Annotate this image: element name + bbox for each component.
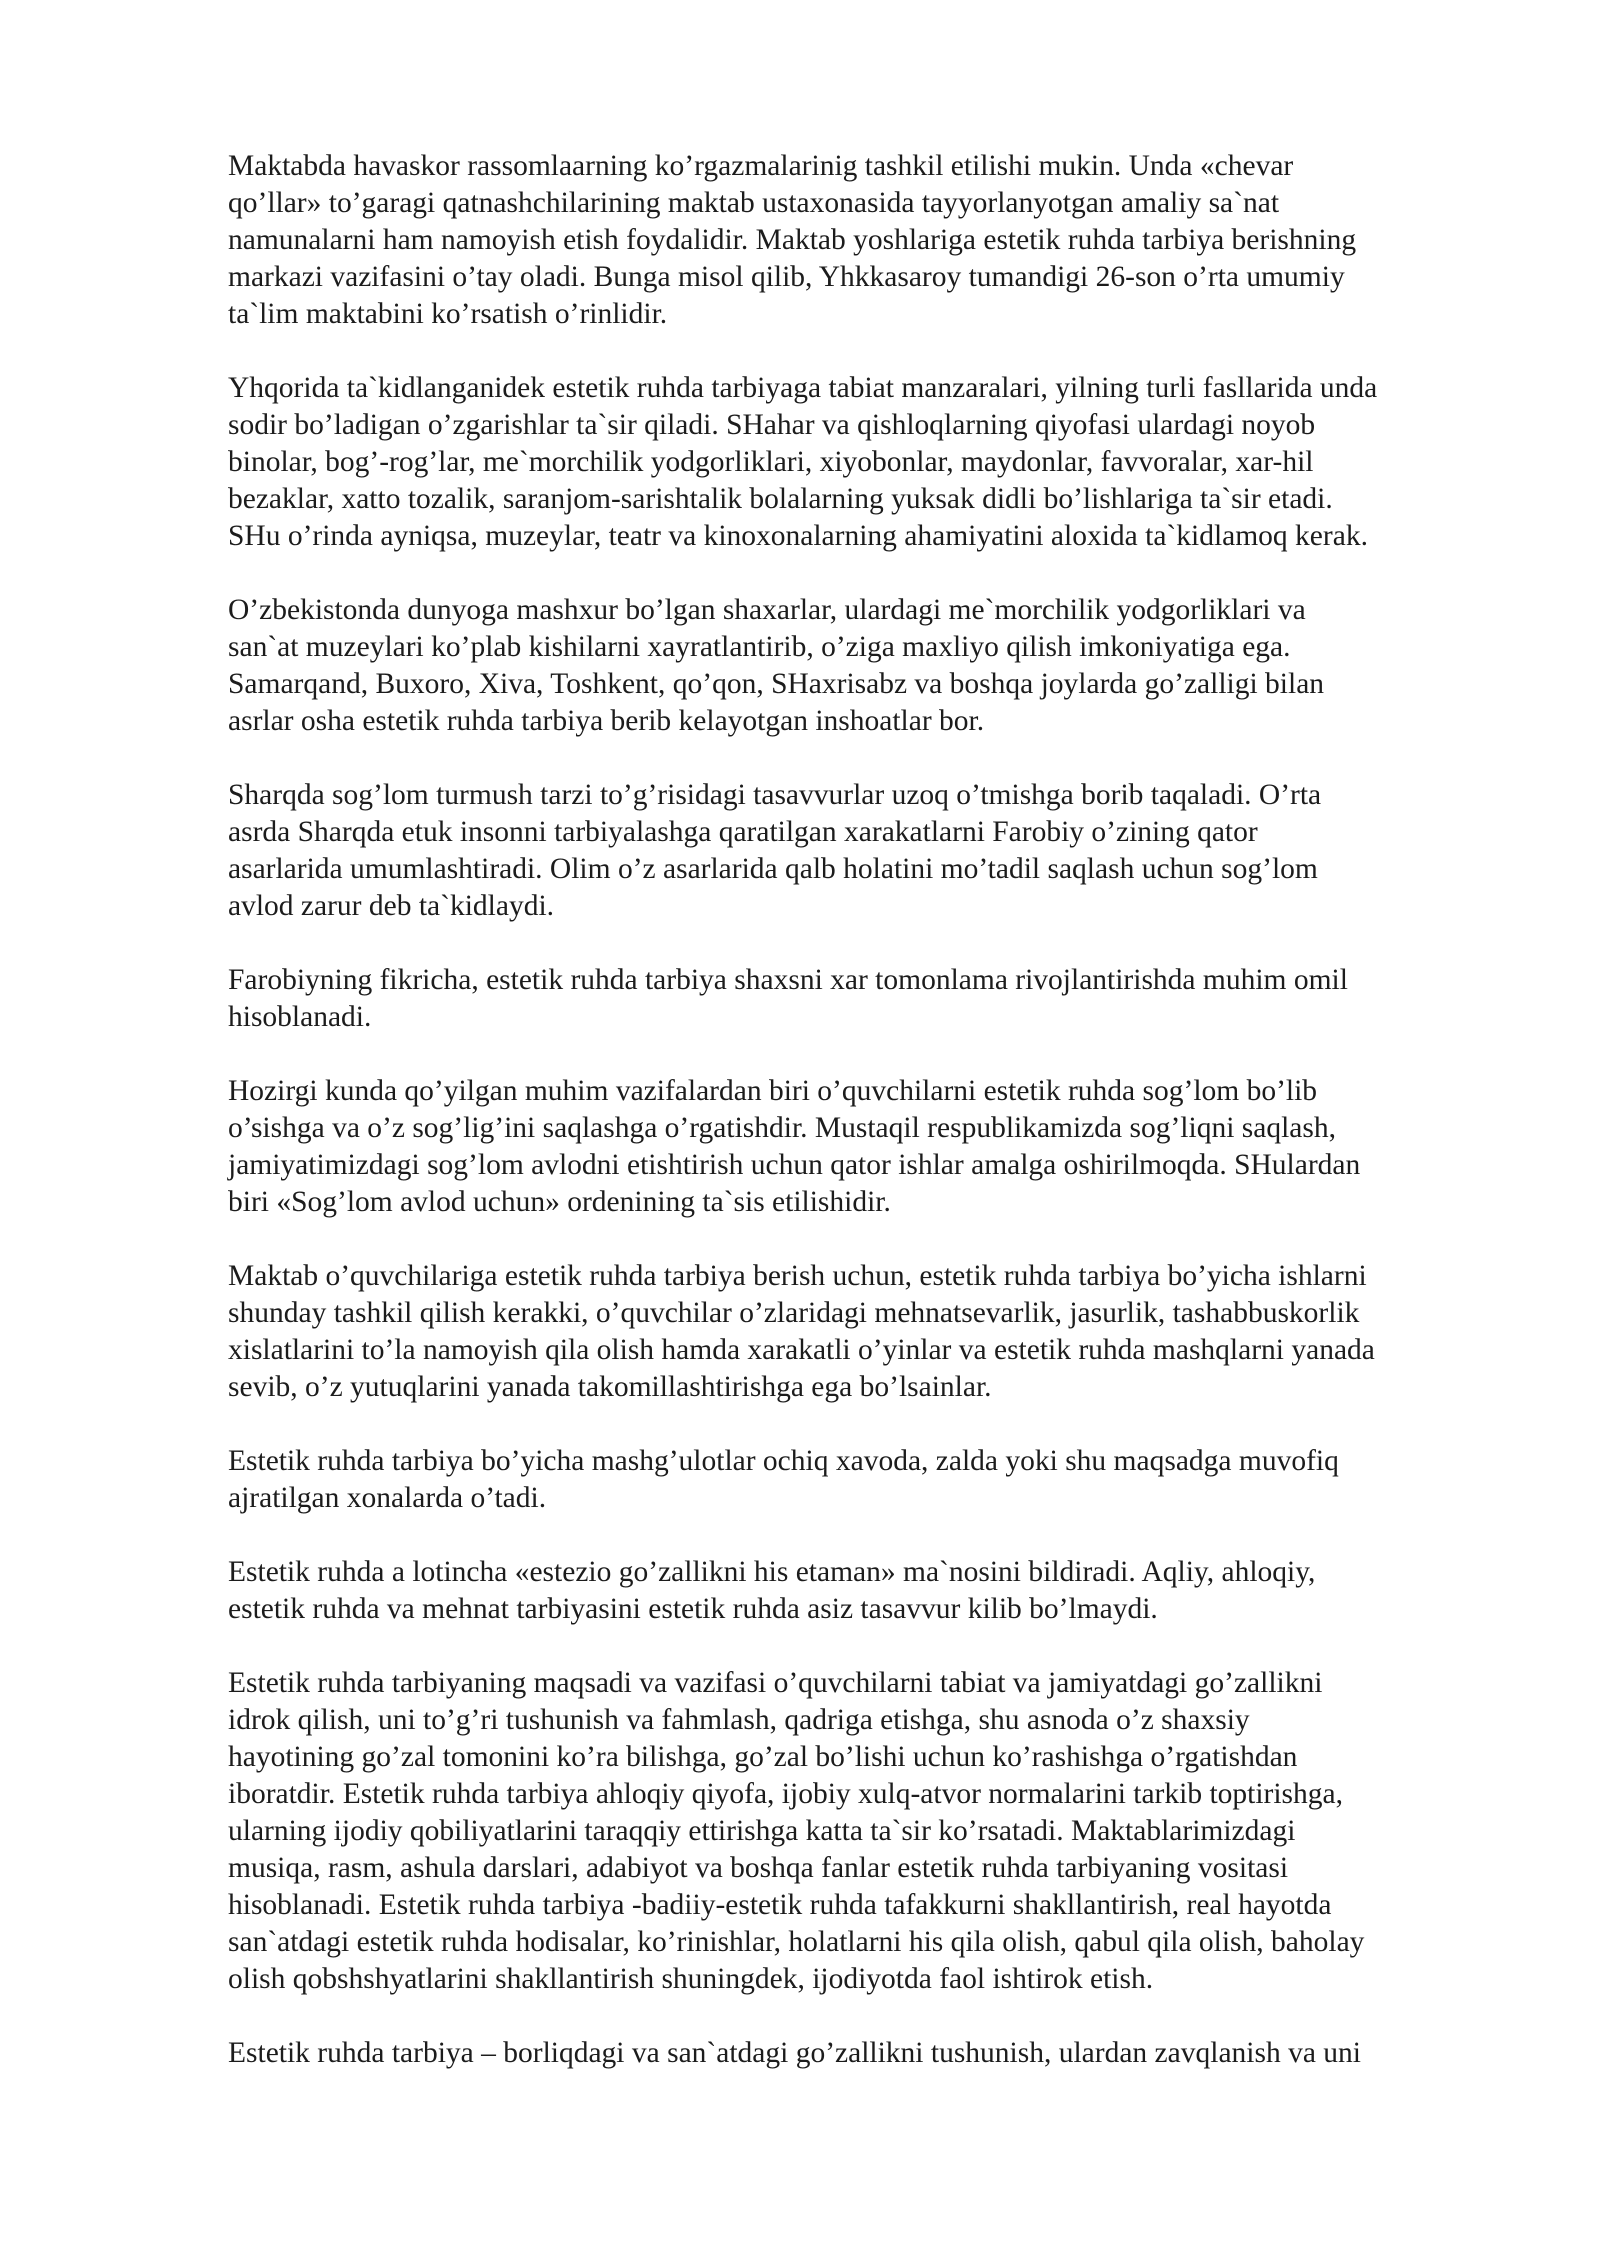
- text-line: iboratdir. Estetik ruhda tarbiya ahloqiy qiyofa, ijobiy xulq-atvor normalarini tarkib toptirishga,: [228, 1778, 1344, 1810]
- text-line: Maktab o’quvchilariga estetik ruhda tarbiya berish uchun, estetik ruhda tarbiya bo’yicha ishlarni: [228, 1260, 1367, 1292]
- paragraph: [228, 1665, 1518, 1998]
- text-line: jamiyatimizdagi sog’lom avlodni etishtirish uchun qator ishlar amalga oshirilmoqda. SHulardan: [228, 1149, 1361, 1181]
- text-line: olish qobshshyatlarini shakllantirish shuningdek, ijodiyotda faol ishtirok etish.: [228, 1963, 1154, 1995]
- text-line: musiqa, rasm, ashula darslari, adabiyot va boshqa fanlar estetik ruhda tarbiyaning vositasi: [228, 1852, 1289, 1884]
- text-line: Estetik ruhda tarbiya – borliqdagi va san`atdagi go’zallikni tushunish, ulardan zavqlanish va uni: [228, 2037, 1361, 2069]
- text-line: asarlarida umumlashtiradi. Olim o’z asarlarida qalb holatini mo’tadil saqlash uchun sog’lom: [228, 853, 1318, 885]
- paragraph: [228, 1073, 1518, 1221]
- text-line: sodir bo’ladigan o’zgarishlar ta`sir qiladi. SHahar va qishloqlarning qiyofasi ulardagi noyob: [228, 409, 1316, 441]
- text-line: idrok qilish, uni to’g’ri tushunish va fahmlash, qadriga etishga, shu asnoda o’z shaxsiy: [228, 1704, 1250, 1736]
- text-line: biri «Sog’lom avlod uchun» ordenining ta`sis etilishidir.: [228, 1186, 891, 1218]
- paragraph: [228, 370, 1518, 555]
- paragraph: [228, 2035, 1518, 2072]
- text-line: sevib, o’z yutuqlarini yanada takomillashtirishga ega bo’lsainlar.: [228, 1371, 992, 1403]
- text-line: san`atdagi estetik ruhda hodisalar, ko’rinishlar, holatlarni his qila olish, qabul qila olish, baholay: [228, 1926, 1365, 1958]
- paragraph: [228, 148, 1518, 333]
- text-line: Estetik ruhda a lotincha «estezio go’zallikni his etaman» ma`nosini bildiradi. Aqliy, ahloqiy,: [228, 1556, 1316, 1588]
- text-line: ajratilgan xonalarda o’tadi.: [228, 1482, 547, 1514]
- text-line: ularning ijodiy qobiliyatlarini taraqqiy ettirishga katta ta`sir ko’rsatadi. Maktablarimizdagi: [228, 1815, 1296, 1847]
- text-line: hisoblanadi. Estetik ruhda tarbiya -badiiy-estetik ruhda tafakkurni shakllantirish, real hayotda: [228, 1889, 1332, 1921]
- text-line: Yhqorida ta`kidlanganidek estetik ruhda tarbiyaga tabiat manzaralari, yilning turli fasllarida unda: [228, 372, 1378, 404]
- text-line: estetik ruhda va mehnat tarbiyasini estetik ruhda asiz tasavvur kilib bo’lmaydi.: [228, 1593, 1158, 1625]
- text-line: Farobiyning fikricha, estetik ruhda tarbiya shaxsni xar tomonlama rivojlantirishda muhim omil: [228, 964, 1348, 996]
- text-line: Maktabda havaskor rassomlaarning ko’rgazmalarinig tashkil etilishi mukin. Unda «chevar: [228, 150, 1294, 182]
- text-line: O’zbekistonda dunyoga mashxur bo’lgan shaxarlar, ulardagi me`morchilik yodgorliklari va: [228, 594, 1306, 626]
- paragraph: [228, 1258, 1518, 1406]
- paragraph: [228, 1443, 1518, 1517]
- text-line: shunday tashkil qilish kerakki, o’quvchilar o’zlaridagi mehnatsevarlik, jasurlik, tashabbuskorlik: [228, 1297, 1360, 1329]
- text-line: bezaklar, xatto tozalik, saranjom-sarishtalik bolalarning yuksak didli bo’lishlariga ta`sir etadi.: [228, 483, 1333, 515]
- text-line: binolar, bog’-rog’lar, me`morchilik yodgorliklari, xiyobonlar, maydonlar, favvoralar, xar-hil: [228, 446, 1314, 478]
- text-line: Samarqand, Buxoro, Xiva, Toshkent, qo’qon, SHaxrisabz va boshqa joylarda go’zalligi bilan: [228, 668, 1325, 700]
- text-line: xislatlarini to’la namoyish qila olish hamda xarakatli o’yinlar va estetik ruhda mashqlarni yanada: [228, 1334, 1375, 1366]
- text-line: asrda Sharqda etuk insonni tarbiyalashga qaratilgan xarakatlarni Farobiy o’zining qator: [228, 816, 1258, 848]
- text-line: hisoblanadi.: [228, 1001, 372, 1033]
- text-line: namunalarni ham namoyish etish foydalidir. Maktab yoshlariga estetik ruhda tarbiya berishning: [228, 224, 1357, 256]
- document-page: [228, 148, 1518, 2072]
- text-line: Estetik ruhda tarbiya bo’yicha mashg’ulotlar ochiq xavoda, zalda yoki shu maqsadga muvofiq: [228, 1445, 1339, 1477]
- paragraph: [228, 962, 1518, 1036]
- paragraph: [228, 1554, 1518, 1628]
- text-line: qo’llar» to’garagi qatnashchilarining maktab ustaxonasida tayyorlanyotgan amaliy sa`nat: [228, 187, 1280, 219]
- text-line: Hozirgi kunda qo’yilgan muhim vazifalardan biri o’quvchilarni estetik ruhda sog’lom bo’lib: [228, 1075, 1318, 1107]
- paragraph: [228, 777, 1518, 925]
- text-line: SHu o’rinda ayniqsa, muzeylar, teatr va kinoxonalarning ahamiyatini aloxida ta`kidlamoq kerak.: [228, 520, 1368, 552]
- text-line: o’sishga va o’z sog’lig’ini saqlashga o’rgatishdir. Mustaqil respublikamizda sog’liqni saqlash,: [228, 1112, 1336, 1144]
- text-line: Sharqda sog’lom turmush tarzi to’g’risidagi tasavvurlar uzoq o’tmishga borib taqaladi. O’rta: [228, 779, 1322, 811]
- text-line: san`at muzeylari ko’plab kishilarni xayratlantirib, o’ziga maxliyo qilish imkoniyatiga ega.: [228, 631, 1291, 663]
- paragraph: [228, 592, 1518, 740]
- text-line: Estetik ruhda tarbiyaning maqsadi va vazifasi o’quvchilarni tabiat va jamiyatdagi go’zallikni: [228, 1667, 1323, 1699]
- text-line: ta`lim maktabini ko’rsatish o’rinlidir.: [228, 298, 668, 330]
- text-line: avlod zarur deb ta`kidlaydi.: [228, 890, 555, 922]
- text-line: markazi vazifasini o’tay oladi. Bunga misol qilib, Yhkkasaroy tumandigi 26-son o’rta umumiy: [228, 261, 1345, 293]
- text-line: hayotining go’zal tomonini ko’ra bilishga, go’zal bo’lishi uchun ko’rashishga o’rgatishdan: [228, 1741, 1298, 1773]
- text-line: asrlar osha estetik ruhda tarbiya berib kelayotgan inshoatlar bor.: [228, 705, 985, 737]
